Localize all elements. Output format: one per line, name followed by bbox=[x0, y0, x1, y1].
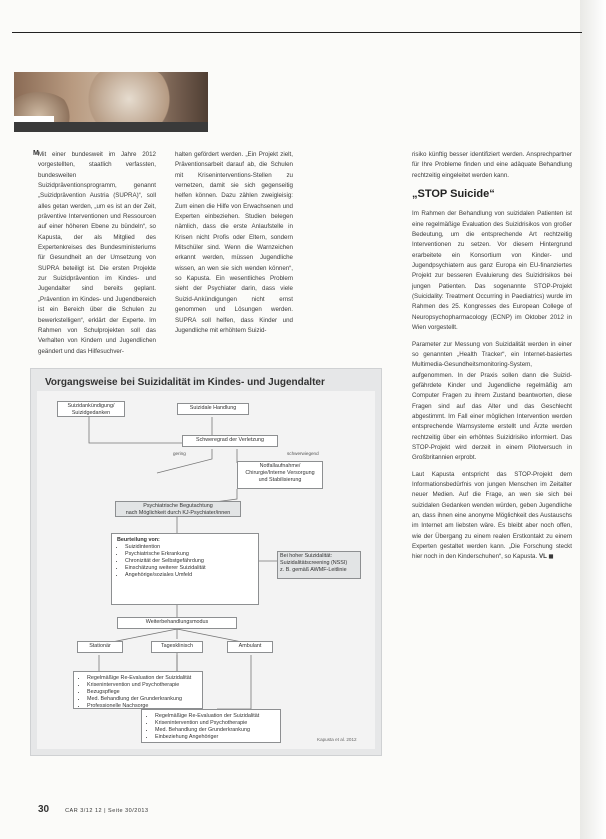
list-item: • Regelmäßige Re-Evaluation der Suizidalität bbox=[155, 713, 275, 720]
measures-list bbox=[147, 713, 275, 741]
paragraph: risiko künftig besser identifiziert werden. Ansprechpartner für Ihre Probleme finden und eine adäquate Behandlung rechtzeitig eingeleitet werden kann. bbox=[412, 151, 572, 179]
article-column-2 bbox=[175, 150, 293, 342]
evaluation-list bbox=[117, 544, 253, 579]
figure-caption: Kapusta et al. 2012 bbox=[317, 737, 357, 742]
list-item: • Einschätzung weiterer Suizidalität bbox=[125, 565, 253, 572]
article-photo bbox=[14, 72, 208, 132]
publication-info: CAR 3/12 12 | Seite 30/2013 bbox=[65, 808, 149, 814]
list-item: • Chronizität der Selbstgefährdung bbox=[125, 558, 253, 565]
photo-light-band bbox=[14, 116, 54, 122]
article-start-marker: M bbox=[33, 150, 39, 157]
list-item: • Krisenintervention und Psychotherapie bbox=[155, 720, 275, 727]
paragraph: Mit einer bundesweit im Jahre 2012 vorgestellten, staatlich verfassten, bundesweiten Suizidpräventionsprogramm, genannt „Suizidprävention Austria (SUPRA)“, soll alles getan werden, „um es ist an der Zeit, präventive Interventionen und Ressourcen auf einer höheren Ebene zu bündeln“, so Kapusta, der als Mitglied des Expertenkreises des Bundesministeriums für Gesundheit an der Umsetzung von SUPRA beteiligt ist. Die ersten Projekte zur Suizidprävention im Kindes- und Jugendalter sind bereits geplant. „Prävention im Kindes- und Jugendbereich ist ein Bereich über die Schulen zu bewerkstelligen“, erklärt der Experte. Im Rahmen von Schulprojekten soll das Verhalten von Kindern und Jugendlichen geändert und das Hilfesuchver- bbox=[38, 151, 156, 355]
page-footer bbox=[38, 804, 149, 815]
paragraph bbox=[412, 470, 572, 563]
list-item: • Einbeziehung Angehöriger bbox=[155, 734, 275, 741]
paragraph: Im Rahmen der Behandlung von suizidalen Patienten ist eine regelmäßige Evaluation des Suizidrisikos von großer Bedeutung, um die entsprechende Art rechtzeitig Interventionen zu setzen. Vor diesem Hintergrund erarbeitete ein Konsortium von Kinder- und Jugendpsychiatern aus ganz Europa ein EU-finanziertes Projekt zur besseren Evaluierung des Suizidrisikos bei jungen Patienten. Das sogenannte STOP-Projekt (Suicidality: Treatment Occurring in Paediatrics) wurde im Rahmen des 25. Kongresses des European College of Neuropsychopharmacology (ECNP) im Oktober 2012 in Wien vorgestellt. bbox=[412, 210, 572, 332]
list-item: • Med. Behandlung der Grunderkrankung bbox=[87, 696, 197, 703]
list-item: • Bezugspflege bbox=[87, 689, 197, 696]
evaluation-heading: Beurteilung von: bbox=[117, 537, 160, 543]
flowchart-panel bbox=[37, 391, 375, 749]
list-item: • Med. Behandlung der Grunderkrankung bbox=[155, 727, 275, 734]
node-outpatient-measures bbox=[141, 709, 281, 743]
node-day-clinic: Tagesklinisch bbox=[151, 641, 203, 653]
end-mark: VL ◼ bbox=[538, 553, 554, 561]
node-treatment-mode: Weiterbehandlungsmodus bbox=[117, 617, 237, 629]
node-outpatient: Ambulant bbox=[227, 641, 273, 653]
list-item: • Regelmäßige Re-Evaluation der Suizidalität bbox=[87, 675, 197, 682]
header-rule bbox=[12, 32, 582, 33]
label-minor: gering bbox=[173, 451, 186, 456]
node-inpatient-measures bbox=[73, 671, 203, 709]
section-heading: „STOP Suicide“ bbox=[412, 188, 495, 201]
list-item: • Suizidintention bbox=[125, 544, 253, 551]
list-item: • Krisenintervention und Psychotherapie bbox=[87, 682, 197, 689]
page-number: 30 bbox=[38, 804, 50, 815]
page-fold-shade bbox=[580, 0, 606, 839]
paragraph: halten gefördert werden. „Ein Projekt zielt, Präventionsarbeit darauf ab, die Schulen mit Kriseninterventions-Stellen zu vernetzen, damit sie sich gegenseitig helfen können. Dazu zählen zweigleisig: Zum einen die Hilfe von Erwachsenen und Experten einbeziehen. Studien belegen nämlich, dass die erste Anlaufstelle in Krisen nicht Profis oder Eltern, sondern Mitschüler sind. Wenn die Warnzeichen erkannt werden, müssen Jugendliche wissen, an wen sie sich wenden können“, so Kapusta. Ein wesentliches Problem sieht der Psychiater darin, dass viele Suizid-Ankündigungen nicht ernst genommen und Lösungen werden. SUPRA soll helfen, dass Kinder und Jugendliche mit erhöhtem Suizid- bbox=[175, 151, 293, 334]
photo-dark-band bbox=[14, 122, 208, 132]
flowchart-title: Vorgangsweise bei Suizidalität im Kindes- und Jugendalter bbox=[45, 377, 325, 388]
list-item: • Angehörige/soziales Umfeld bbox=[125, 572, 253, 579]
measures-list bbox=[79, 675, 197, 710]
paragraph: Parameter zur Messung von Suizidalität werden in einer so genannten „Health Tracker“, ein Internet-basiertes Multimedia-Gesundheitsmonitoring-System, aufgenommen. In der Praxis sollen dann die Suizid-gefährdete Kinder und Jugendliche regelmäßig am Computer Fragen zu ihrem Zustand beantworten, diese Fragen sind auf das Alter und das Geschlecht abgestimmt. Im Fall einer möglichen Intervention werden entsprechende Warnsysteme erstellt und Ärzte werden rechtzeitig über ein erhöhtes Suizidrisiko informiert. Das STOP-Projekt wird derzeit in einem Pilotversuch in Großbritannien erprobt. bbox=[412, 340, 572, 462]
node-suicide-announcement: Suizidankündigung/ Suizidgedanken bbox=[57, 401, 125, 417]
node-psychiatric-assessment: Psychiatrische Begutachtung nach Möglichkeit durch KJ-Psychiater/innen bbox=[115, 501, 241, 517]
node-suicidal-act: Suizidale Handlung bbox=[177, 403, 249, 415]
node-screening: Bei hoher Suizidalität: Suizidalitätscreening (NSSI) z. B. gemäß AWMF-Leitlinie bbox=[277, 551, 361, 579]
list-item: • Psychiatrische Erkrankung bbox=[125, 551, 253, 558]
list-item: • Professionelle Nachsorge bbox=[87, 703, 197, 710]
article-column-1 bbox=[38, 150, 156, 363]
node-inpatient: Stationär bbox=[77, 641, 123, 653]
article-column-3 bbox=[412, 150, 572, 569]
paragraph-text: Laut Kapusta entspricht das STOP-Projekt dem Informationsbedürfnis von jungen Menschen im Zeitalter neuer Medien. Auf die Frage, an wen sie sich bei suizidalen Gedanken wenden würden, geben Jugendliche an, dass ihnen eine anonyme Möglichkeit des Austauschs im Internet am liebsten wäre. Es bleibt aber noch offen, wie der Übergang zu einem realen Erstkontakt zu einem Experten gestaltet werden kann. „Die Forschung steckt hier noch in den Kinderschuhen“, so Kapusta. bbox=[412, 470, 572, 561]
flowchart-figure bbox=[30, 368, 382, 756]
label-severe: schwerwiegend bbox=[287, 451, 319, 456]
node-evaluation bbox=[111, 533, 259, 605]
node-emergency-care: Notfallaufnahme/ Chirurgie/Interne Versorgung und Stabilisierung bbox=[237, 461, 323, 489]
node-injury-severity: Schweregrad der Verletzung bbox=[182, 435, 278, 447]
